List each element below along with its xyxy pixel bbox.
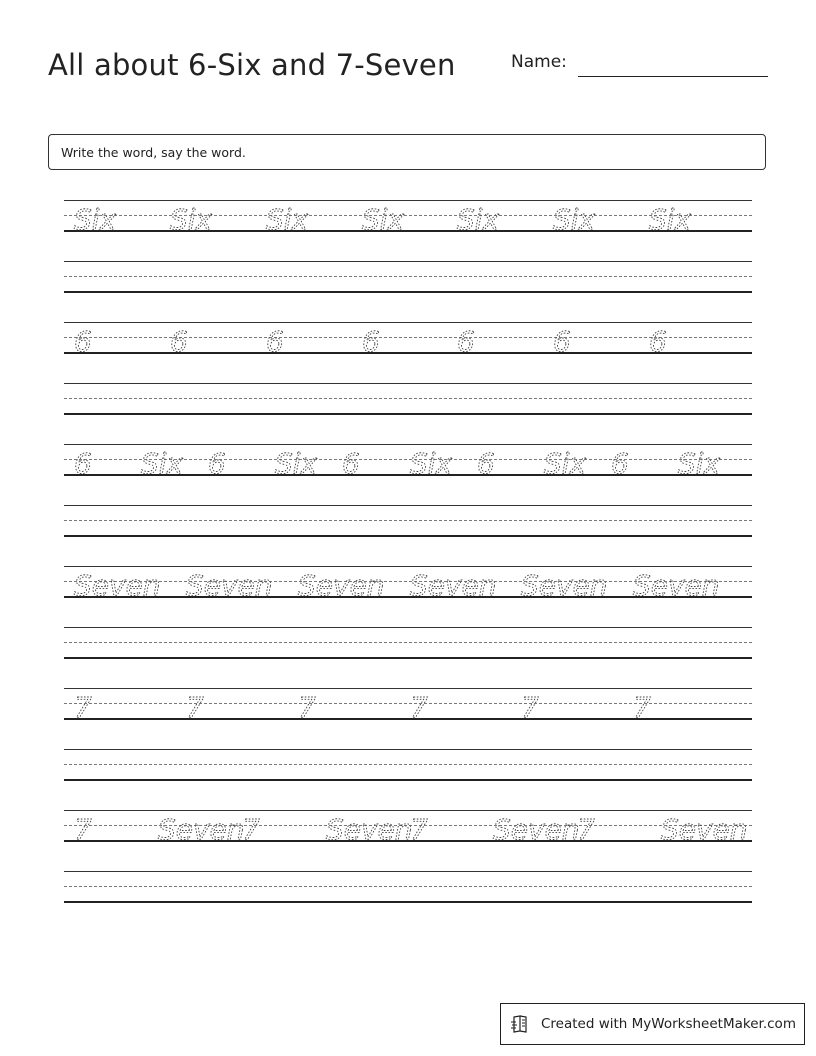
- trace-words: [64, 810, 752, 850]
- baseline: [64, 291, 752, 293]
- trace-word: 7: [298, 691, 316, 724]
- trace-words: [64, 200, 752, 240]
- midline: [64, 886, 752, 887]
- trace-word: 6: [457, 325, 475, 358]
- trace-word: 6: [362, 325, 380, 358]
- trace-word: Seven: [521, 569, 608, 602]
- trace-word: Seven: [74, 569, 161, 602]
- trace-word: 7: [186, 691, 204, 724]
- trace-word: 6: [74, 325, 92, 358]
- practice-row: [64, 200, 752, 292]
- instructions-text: Write the word, say the word.: [61, 145, 246, 160]
- headline: [64, 871, 752, 872]
- trace-word: Seven: [410, 569, 497, 602]
- footer-badge: [500, 1003, 805, 1045]
- worksheet-maker-logo-icon: [511, 1014, 533, 1038]
- trace-word: Six: [362, 203, 405, 236]
- trace-word: Six: [678, 447, 721, 480]
- midline: [64, 642, 752, 643]
- baseline: [64, 901, 752, 903]
- footer-text: Created with MyWorksheetMaker.com: [541, 1016, 796, 1032]
- trace-word: Seven: [298, 569, 385, 602]
- practice-row: [64, 566, 752, 658]
- trace-word: 7: [74, 813, 92, 846]
- headline: [64, 261, 752, 262]
- trace-word: Six: [74, 203, 117, 236]
- trace-word: 6: [611, 447, 629, 480]
- trace-word: 6: [553, 325, 571, 358]
- midline: [64, 764, 752, 765]
- trace-word: 6: [74, 447, 92, 480]
- trace-word: Six: [649, 203, 692, 236]
- trace-word: Seven: [158, 813, 245, 846]
- name-line[interactable]: [578, 76, 768, 77]
- trace-word: 7: [521, 691, 539, 724]
- trace-words: [64, 688, 752, 728]
- headline: [64, 505, 752, 506]
- trace-word: 6: [266, 325, 284, 358]
- page-title: All about 6-Six and 7-Seven: [48, 48, 456, 82]
- trace-word: 7: [633, 691, 651, 724]
- baseline: [64, 413, 752, 415]
- baseline: [64, 779, 752, 781]
- midline: [64, 276, 752, 277]
- practice-row: [64, 444, 752, 536]
- practice-row: [64, 688, 752, 780]
- trace-words: [64, 322, 752, 362]
- trace-word: 6: [342, 447, 360, 480]
- trace-word: Seven: [186, 569, 273, 602]
- trace-word: 7: [74, 691, 92, 724]
- trace-word: 7: [577, 813, 595, 846]
- trace-word: 6: [170, 325, 188, 358]
- trace-word: Six: [410, 447, 453, 480]
- midline: [64, 520, 752, 521]
- trace-words: [64, 444, 752, 484]
- trace-word: 6: [477, 447, 495, 480]
- trace-word: Six: [275, 447, 318, 480]
- midline: [64, 398, 752, 399]
- trace-word: Six: [553, 203, 596, 236]
- trace-word: Six: [457, 203, 500, 236]
- instructions-box: [48, 134, 766, 170]
- trace-word: 6: [208, 447, 226, 480]
- trace-word: Seven: [661, 813, 748, 846]
- headline: [64, 383, 752, 384]
- trace-word: 7: [242, 813, 260, 846]
- trace-word: Six: [170, 203, 213, 236]
- trace-word: Seven: [493, 813, 580, 846]
- practice-row: [64, 322, 752, 414]
- headline: [64, 627, 752, 628]
- practice-row: [64, 810, 752, 902]
- trace-word: Six: [544, 447, 587, 480]
- baseline: [64, 657, 752, 659]
- trace-word: Six: [141, 447, 184, 480]
- trace-word: Six: [266, 203, 309, 236]
- trace-word: Seven: [326, 813, 413, 846]
- headline: [64, 749, 752, 750]
- name-label: Name:: [511, 52, 567, 72]
- trace-word: 7: [410, 691, 428, 724]
- trace-words: [64, 566, 752, 606]
- trace-word: Seven: [633, 569, 720, 602]
- baseline: [64, 535, 752, 537]
- trace-word: 6: [649, 325, 667, 358]
- trace-word: 7: [410, 813, 428, 846]
